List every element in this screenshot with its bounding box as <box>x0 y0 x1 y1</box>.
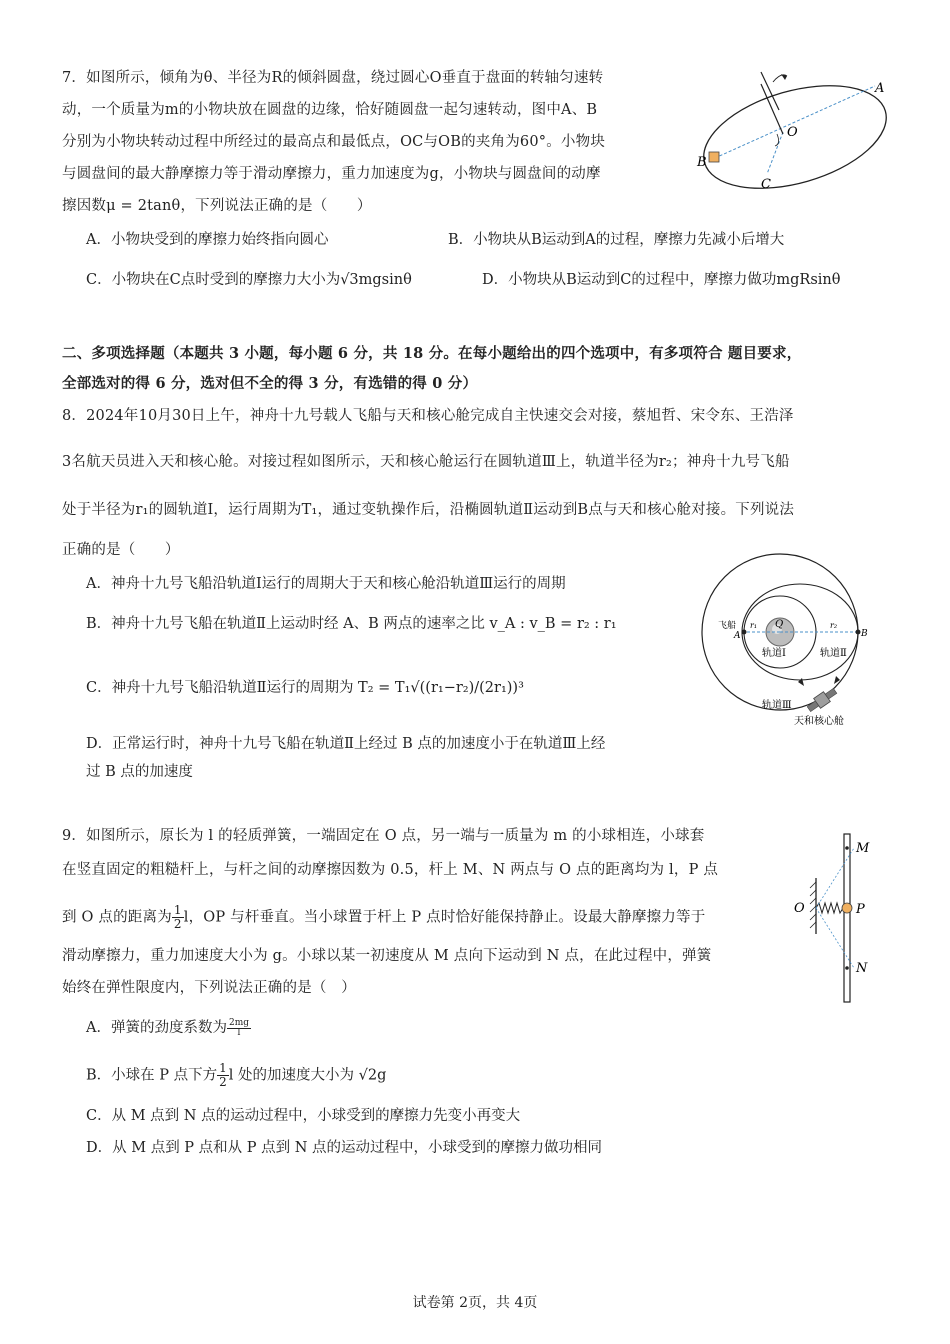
section2-header-line-1: 二、多项选择题（本题共 3 小题，每小题 6 分，共 18 分。在每小题给出的四个选项中，有多项符合 题目要求， <box>62 345 802 362</box>
q9-option-d: D．从 M 点到 P 点和从 P 点到 N 点的运动过程中，小球受到的摩擦力做功相同 <box>86 1140 603 1156</box>
q8-label-a: A <box>734 631 741 641</box>
q9-label-m: M <box>856 841 870 856</box>
q7-option-c: C．小物块在C点时受到的摩擦力大小为√3mgsinθ <box>86 272 412 288</box>
q8-line-2: 3名航天员进入天和核心舱。对接过程如图所示，天和核心舱运行在圆轨道Ⅲ上，轨道半径为r₂；神舟十九号飞船 <box>62 454 790 470</box>
q7-label-c: C <box>761 177 771 192</box>
q7-disc-figure <box>695 62 895 202</box>
q9-label-n: N <box>856 961 868 976</box>
q7-option-d: D．小物块从B运动到C的过程中，摩擦力做功mgRsinθ <box>482 272 841 288</box>
q9-option-b: B．小球在 P 点下方 $\frac{1}{2}$ l 处的加速度大小为 √2g <box>86 1061 387 1089</box>
q7-label-b: B <box>697 155 707 170</box>
q9-label-o: O <box>794 901 805 916</box>
q8-line-1: 8．2024年10月30日上午，神舟十九号载人飞船与天和核心舱完成自主快速交会对接，蔡旭哲、宋令东、王浩泽 <box>62 408 794 424</box>
q8-line-4: 正确的是（ ） <box>62 542 180 558</box>
q8-line-3: 处于半径为r₁的圆轨道Ⅰ，运行周期为T₁，通过变轨操作后，沿椭圆轨道Ⅱ运动到B点与天和核心舱对接。下列说法 <box>62 502 795 518</box>
q9-line-3 <box>62 904 705 931</box>
q8-label-b: B <box>861 629 868 639</box>
q8-label-orbit-3: 轨道Ⅲ <box>762 700 792 711</box>
q9-spring-figure <box>788 828 888 1008</box>
q7-option-b: B．小物块从B运动到A的过程，摩擦力先减小后增大 <box>448 232 785 248</box>
q7-line-3: 分别为小物块转动过程中所经过的最高点和最低点，OC与OB的夹角为60°。小物块 <box>62 134 606 150</box>
q8-option-d-line-2: 过 B 点的加速度 <box>86 764 193 780</box>
q8-label-orbit-2: 轨道Ⅱ <box>820 648 847 659</box>
q8-label-station: 天和核心舱 <box>794 716 844 727</box>
q9-line-3-text: 到 O 点的距离为 <box>62 909 172 926</box>
q9-line-5: 始终在弹性限度内，下列说法正确的是（ ） <box>62 980 356 996</box>
q8-label-r1: r₁ <box>750 621 758 630</box>
q8-option-a: A．神舟十九号飞船沿轨道Ⅰ运行的周期大于天和核心舱沿轨道Ⅲ运行的周期 <box>86 576 566 592</box>
q8-label-ship: 飞船 <box>718 621 737 631</box>
q9-line-1: 9．如图所示，原长为 l 的轻质弹簧，一端固定在 O 点，另一端与一质量为 m 的小球相连，小球套 <box>62 828 705 844</box>
q7-label-o: O <box>787 125 798 140</box>
q7-option-a: A．小物块受到的摩擦力始终指向圆心 <box>86 232 329 248</box>
q7-line-5: 擦因数μ = 2tanθ，下列说法正确的是（ ） <box>62 198 372 214</box>
q7-line-4: 与圆盘间的最大静摩擦力等于滑动摩擦力，重力加速度为g，小物块与圆盘间的动摩 <box>62 166 601 182</box>
q8-option-c: C．神舟十九号飞船沿轨道Ⅱ运行的周期为 T₂ = T₁√((r₁−r₂)/(2r₁))³ <box>86 680 524 696</box>
q9-option-a: A．弹簧的劲度系数为 $\frac{2mg}{l}$ <box>86 1017 250 1038</box>
q9-line-4: 滑动摩擦力，重力加速度大小为 g。小球以某一初速度从 M 点向下运动到 N 点，在此过程中，弹簧 <box>62 948 712 964</box>
q8-label-r2: r₂ <box>830 621 838 630</box>
q9-line-3-rest: l，OP 与杆垂直。当小球置于杆上 P 点时恰好能保持静止。设最大静摩擦力等于 <box>183 909 706 926</box>
q9-label-p: P <box>856 902 865 917</box>
q8-option-d-line-1: D．正常运行时，神舟十九号飞船在轨道Ⅱ上经过 B 点的加速度小于在轨道Ⅲ上经 <box>86 736 606 752</box>
q8-orbit-figure <box>690 552 880 732</box>
q8-option-b: B．神舟十九号飞船在轨道Ⅱ上运动时经 A、B 两点的速率之比 v_A : v_B = r₂ : r₁ <box>86 616 617 632</box>
q9-half-fraction: $\frac{1}{2}$ <box>173 903 182 931</box>
section2-header-line-2: 全部选对的得 6 分，选对但不全的得 3 分，有选错的得 0 分） <box>62 375 478 392</box>
page-footer: 试卷第 2页，共 4页 <box>412 1295 538 1311</box>
q9-line-2: 在竖直固定的粗糙杆上，与杆之间的动摩擦因数为 0.5，杆上 M、N 两点与 O 点的距离均为 l，P 点 <box>62 862 719 878</box>
q7-label-a: A <box>875 81 885 96</box>
q9-option-c: C．从 M 点到 N 点的运动过程中，小球受到的摩擦力先变小再变大 <box>86 1108 521 1124</box>
q7-line-2: 动，一个质量为m的小物块放在圆盘的边缘，恰好随圆盘一起匀速转动，图中A、B <box>62 102 598 118</box>
q8-label-q: Q <box>775 619 784 630</box>
q7-line-1: 7．如图所示，倾角为θ、半径为R的倾斜圆盘，绕过圆心O垂直于盘面的转轴匀速转 <box>62 70 604 86</box>
q8-label-orbit-1: 轨道Ⅰ <box>762 648 786 659</box>
